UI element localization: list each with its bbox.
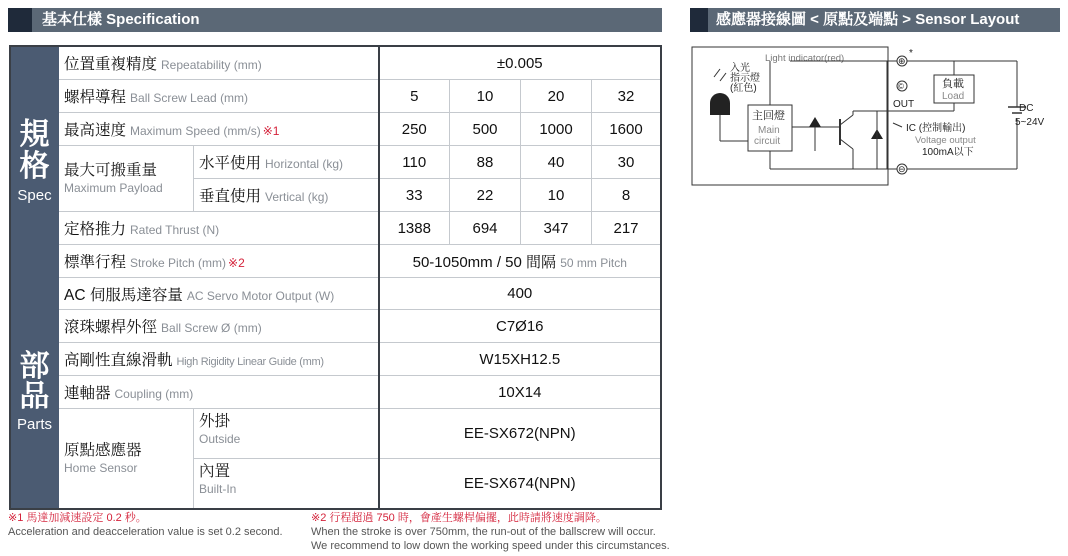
- row-label-home-sensor: [59, 409, 194, 509]
- label-zh: 最高速度: [64, 122, 127, 139]
- label-zh: 內置: [199, 463, 231, 480]
- section-zh: 部品: [19, 350, 50, 413]
- light-arrow-icon: [720, 73, 726, 81]
- value-cell: 694: [450, 212, 521, 245]
- value-cell: 500: [450, 113, 521, 146]
- label-zh: 標準行程: [64, 254, 127, 271]
- value-outside: EE-SX672(NPN): [379, 409, 661, 459]
- row-label-vertical: [194, 179, 379, 212]
- label-en: Maximum Payload: [64, 180, 163, 195]
- value-cell: 22: [450, 179, 521, 212]
- row-label-repeatability: [59, 47, 379, 80]
- footnote-2-zh: ※2 行程超過 750 時，會產生螺桿偏擺，此時請將速度調降。: [311, 512, 607, 524]
- value-cell: 5: [379, 80, 450, 113]
- value-coupling: 10X14: [379, 376, 661, 409]
- ic-label: IC (控制輸出): [906, 123, 966, 134]
- value-cell: 10: [521, 179, 592, 212]
- label-en: Ball Screw Lead (mm): [130, 91, 249, 105]
- value-cell: 8: [592, 179, 661, 212]
- value-cell: 40: [521, 146, 592, 179]
- label-en: AC Servo Motor Output (W): [186, 288, 335, 303]
- footnote-2-en1: When the stroke is over 750mm, the run-out of the ballscrew will occur.: [311, 526, 656, 538]
- value-repeatability: ±0.005: [379, 47, 661, 80]
- section-en: Parts: [16, 416, 52, 433]
- label-en: Outside: [199, 432, 241, 446]
- row-label-payload: [59, 146, 194, 212]
- footnote-2: [311, 511, 670, 553]
- value-cell: 10: [450, 80, 521, 113]
- section-label-parts: [11, 278, 59, 509]
- row-label-speed: [59, 113, 379, 146]
- spec-table: [10, 46, 661, 509]
- table-row: [11, 343, 661, 376]
- star-mark: *: [909, 48, 913, 59]
- table-row: [11, 146, 661, 179]
- value-zh: 50-1050mm / 50 間隔: [412, 253, 557, 271]
- spec-section-header: [8, 8, 662, 32]
- table-row: [11, 310, 661, 343]
- current-arrow-icon: [893, 123, 902, 127]
- value-guide: W15XH12.5: [379, 343, 661, 376]
- value-cell: 217: [592, 212, 661, 245]
- label-zh: 定格推力: [64, 221, 127, 238]
- label-en: Built-In: [199, 482, 237, 496]
- label-zh: 螺桿導程: [64, 89, 127, 106]
- voltage-zh: 100mA以下: [922, 147, 974, 158]
- value-cell: 30: [592, 146, 661, 179]
- value-screw-dia: C7Ø16: [379, 310, 661, 343]
- header-accent-bar: [690, 8, 708, 32]
- out-label: OUT: [893, 99, 915, 110]
- label-zh: 高剛性直線滑軌: [64, 352, 173, 369]
- load-zh: 負載: [942, 78, 964, 90]
- value-motor: 400: [379, 278, 661, 310]
- label-en: High Rigidity Linear Guide (mm): [176, 356, 324, 368]
- section-en: Spec: [17, 187, 52, 204]
- value-builtin: EE-SX674(NPN): [379, 459, 661, 509]
- value-cell: 32: [592, 80, 661, 113]
- header-accent-bar: [8, 8, 32, 32]
- label-zh: 連軸器: [64, 385, 111, 402]
- table-row: [11, 245, 661, 278]
- light-arrow-icon: [714, 69, 720, 77]
- plus-symbol: ⊕: [898, 56, 906, 66]
- sensor-header-title: 感應器接線圖 < 原點及端點 > Sensor Layout: [716, 11, 1020, 28]
- label-zh: 垂直使用: [199, 188, 262, 205]
- footnote-1-en: Acceleration and deacceleration value is set 0.2 second.: [8, 526, 283, 538]
- row-label-stroke: [59, 245, 379, 278]
- table-row: [11, 113, 661, 146]
- value-cell: 1600: [592, 113, 661, 146]
- label-zh: 位置重複精度: [64, 56, 158, 73]
- table-row: [11, 80, 661, 113]
- light-zh2: 指示燈: [730, 73, 760, 84]
- label-en: Rated Thrust (N): [130, 223, 220, 237]
- light-indicator-label: Light indicator(red): [765, 53, 845, 64]
- main-en1: Main: [758, 125, 780, 136]
- table-row: [11, 212, 661, 245]
- c-symbol: ©: [898, 82, 904, 91]
- transistor-icon: [840, 115, 853, 125]
- row-label-lead: [59, 80, 379, 113]
- label-en: Maximum Speed (mm/s): [130, 124, 261, 138]
- label-en: Coupling (mm): [114, 387, 194, 401]
- light-zh1: 入光: [730, 63, 750, 74]
- row-label-motor: [59, 278, 379, 310]
- table-row: [11, 278, 661, 310]
- sensor-section-header: [690, 8, 1060, 32]
- label-en: Home Sensor: [64, 460, 138, 475]
- transistor-icon: [840, 139, 853, 149]
- voltage-en: Voltage output: [915, 135, 976, 146]
- label-en: Repeatability (mm): [161, 58, 262, 72]
- label-zh: 水平使用: [199, 155, 262, 172]
- footnote-1: [8, 511, 283, 539]
- value-cell: 110: [379, 146, 450, 179]
- footnote-1-zh: ※1 馬達加減速設定 0.2 秒。: [8, 512, 147, 524]
- value-stroke: [379, 245, 661, 278]
- value-en: 50 mm Pitch: [560, 255, 627, 270]
- main-zh: 主回燈: [752, 110, 785, 122]
- value-cell: 1388: [379, 212, 450, 245]
- dc-label: DC: [1019, 103, 1034, 114]
- label-en: Vertical (kg): [265, 190, 329, 204]
- table-row: [11, 409, 661, 459]
- footnote-2-en2: We recommend to low down the working speed under this circumstances.: [311, 540, 670, 552]
- row-label-guide: [59, 343, 379, 376]
- row-label-thrust: [59, 212, 379, 245]
- label-en: Horizontal (kg): [265, 157, 344, 171]
- sensor-wiring-diagram: [690, 45, 1060, 195]
- table-row: [11, 47, 661, 80]
- label-zh: 最大可搬重量: [64, 161, 158, 179]
- minus-symbol: ⊖: [898, 164, 906, 174]
- row-label-coupling: [59, 376, 379, 409]
- row-label-screw-dia: [59, 310, 379, 343]
- main-en2: circuit: [754, 136, 781, 147]
- value-cell: 33: [379, 179, 450, 212]
- value-cell: 20: [521, 80, 592, 113]
- value-cell: 1000: [521, 113, 592, 146]
- footnote-ref: ※2: [228, 256, 245, 270]
- led-icon: [710, 93, 730, 115]
- label-zh: 滾珠螺桿外徑: [64, 319, 158, 336]
- value-cell: 347: [521, 212, 592, 245]
- value-cell: 250: [379, 113, 450, 146]
- row-label-builtin: [194, 459, 379, 509]
- dc-voltage: 5~24V: [1015, 117, 1045, 128]
- load-en: Load: [942, 91, 965, 102]
- table-row: [11, 376, 661, 409]
- label-en: Stroke Pitch (mm): [130, 256, 227, 270]
- footnote-ref: ※1: [262, 124, 280, 138]
- label-zh: 原點感應器: [64, 441, 142, 459]
- label-en: Ball Screw Ø (mm): [161, 321, 262, 335]
- spec-header-title: 基本仕樣 Specification: [42, 11, 200, 28]
- section-zh: 規格: [19, 118, 50, 183]
- light-zh3: (紅色): [730, 83, 757, 94]
- section-label-spec: [11, 47, 59, 278]
- label-zh: AC 伺服馬達容量: [64, 286, 183, 304]
- row-label-horizontal: [194, 146, 379, 179]
- value-cell: 88: [450, 146, 521, 179]
- row-label-outside: [194, 409, 379, 459]
- label-zh: 外掛: [199, 413, 231, 430]
- zener-diode-icon: [809, 117, 821, 127]
